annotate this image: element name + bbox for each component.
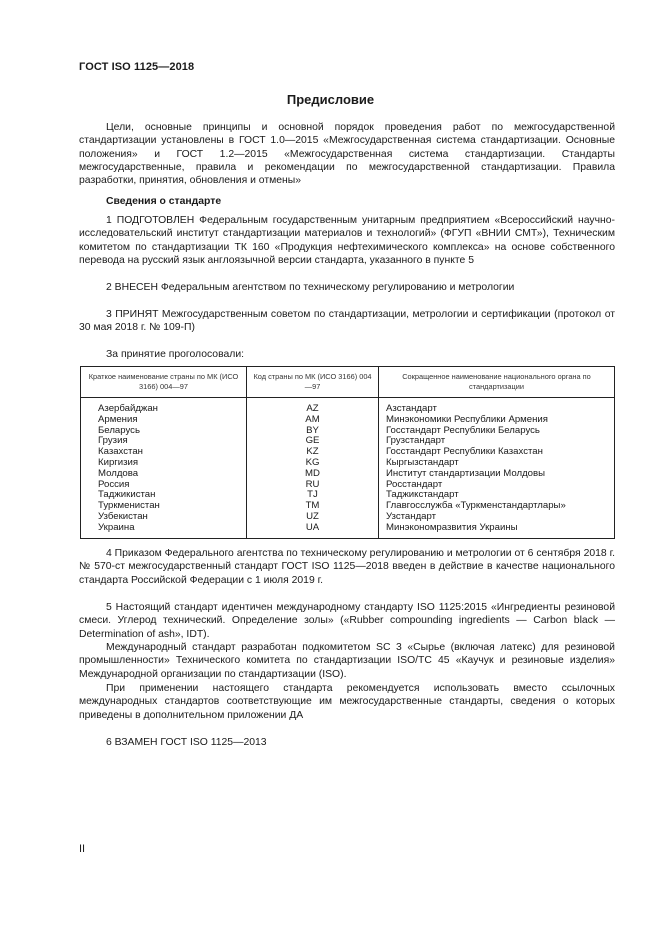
organization-cell: Азстандарт (386, 403, 437, 414)
table-header-organization: Сокращенное наименование национального органа по стандартизации (379, 367, 615, 398)
organization-cell: Главгосслужба «Туркменстандартлары» (386, 500, 566, 512)
country-cell: Таджикистан (98, 489, 156, 501)
code-cell: BY (306, 424, 319, 436)
country-column (81, 398, 247, 539)
country-cell: Узбекистан (98, 510, 148, 522)
code-cell: AZ (306, 403, 319, 414)
organization-cell: Узстандарт (386, 510, 437, 522)
voting-table (80, 366, 615, 539)
country-cell: Азербайджан (98, 403, 158, 414)
page-number: II (79, 843, 86, 855)
section-title: Сведения о стандарте (106, 196, 222, 207)
page-title: Предисловие (286, 92, 375, 107)
organization-cell: Госстандарт Республики Казахстан (386, 446, 543, 458)
item-6-paragraph: 6 ВЗАМЕН ГОСТ ISO 1125—2013 (106, 737, 267, 748)
table-body (81, 398, 615, 539)
code-cell: GE (305, 435, 320, 447)
country-cell: Казахстан (98, 446, 143, 458)
organization-cell: Госстандарт Республики Беларусь (386, 424, 540, 436)
country-cell: Украина (98, 521, 135, 533)
organization-cell: Минэкономразвития Украины (386, 521, 518, 533)
table-header-row (81, 367, 615, 398)
country-cell: Туркменистан (98, 500, 160, 512)
country-cell: Беларусь (98, 424, 140, 436)
organization-cell: Грузстандарт (386, 435, 446, 447)
code-cell: AM (305, 413, 320, 425)
code-cell: KZ (306, 446, 319, 458)
code-cell: RU (305, 478, 320, 490)
code-cell: UA (305, 521, 320, 533)
item-1-paragraph: 1 ПОДГОТОВЛЕН Федеральным государственным унитарным предприятием «Всероссийский научно-исследовательский институт стандартизации материалов и технологий» (ФГУП «ВНИИ СМТ»), Техническим комитетом по стандартизации ТК 160 «Продукция нефтехимического комплекса» на основе собственного перевода на русский язык англоязычной версии стандарта, указанного в пункте 5 (79, 215, 615, 266)
organization-cell: Росстандарт (386, 478, 443, 490)
organization-cell: Минэкономики Республики Армения (386, 413, 548, 425)
code-cell: UZ (306, 510, 319, 522)
organization-column (379, 398, 615, 539)
country-cell: Молдова (98, 467, 139, 479)
item-3-paragraph: 3 ПРИНЯТ Межгосударственным советом по стандартизации, метрологии и сертификации (протокол от 30 мая 2018 г. № 109-П) (79, 309, 615, 334)
organization-cell: Таджикстандарт (386, 489, 459, 501)
code-cell: TJ (307, 489, 318, 501)
item-4-paragraph: 4 Приказом Федерального агентства по техническому регулированию и метрологии от 6 сентября 2018 г. № 570-ст межгосударственный стандарт ГОСТ ISO 1125—2018 введен в действие в качестве национального стандарта Российской Федерации с 1 июля 2019 г. (79, 548, 615, 586)
code-cell: TM (305, 500, 320, 512)
code-cell: KG (305, 456, 320, 468)
country-cell: Армения (98, 413, 138, 425)
code-cell: MD (305, 467, 320, 479)
country-cell: Россия (98, 478, 130, 490)
organization-cell: Кыргызстандарт (386, 456, 459, 468)
code-column (247, 398, 379, 539)
item-2-paragraph: 2 ВНЕСЕН Федеральным агентством по техническому регулированию и метрологии (106, 282, 515, 293)
document-code: ГОСТ ISO 1125—2018 (79, 61, 195, 73)
country-cell: Грузия (98, 435, 128, 447)
item-5-second-paragraph: Международный стандарт разработан подкомитетом SC 3 «Сырье (включая латекс) для резиновой промышленности» Технического комитета по стандартизации ISO/TC 45 «Каучук и резиновые изделия» Международной организации по стандартизации (ISO). (79, 642, 615, 680)
intro-paragraph: Цели, основные принципы и основной порядок проведения работ по межгосударственной стандартизации установлены в ГОСТ 1.0—2015 «Межгосударственная система стандартизации. Основные положения» и ГОСТ 1.2—2015 «Межгосударственная система стандартизации. Стандарты межгосударственные, правила и рекомендации по межгосударственной стандартизации. Правила разработки, принятия, обновления и отмены» (79, 122, 615, 187)
table-header-country: Краткое наименование страны по МК (ИСО 3166) 004—97 (81, 367, 247, 398)
voted-label: За принятие проголосовали: (106, 349, 245, 360)
organization-cell: Институт стандартизации Молдовы (386, 467, 545, 479)
country-cell: Киргизия (98, 456, 139, 468)
item-5-third-paragraph: При применении настоящего стандарта рекомендуется использовать вместо ссылочных международных стандартов соответствующие им межгосударственные стандарты, сведения о которых приведены в дополнительном приложении ДА (79, 683, 615, 721)
table-header-code: Код страны по МК (ИСО 3166) 004—97 (247, 367, 379, 398)
item-5-paragraph: 5 Настоящий стандарт идентичен международному стандарту ISO 1125:2015 «Ингредиенты резиновой смеси. Углерод технический. Определение золы» («Rubber compounding ingredients — Carbon black — Determination of ash», IDT). (79, 602, 615, 640)
